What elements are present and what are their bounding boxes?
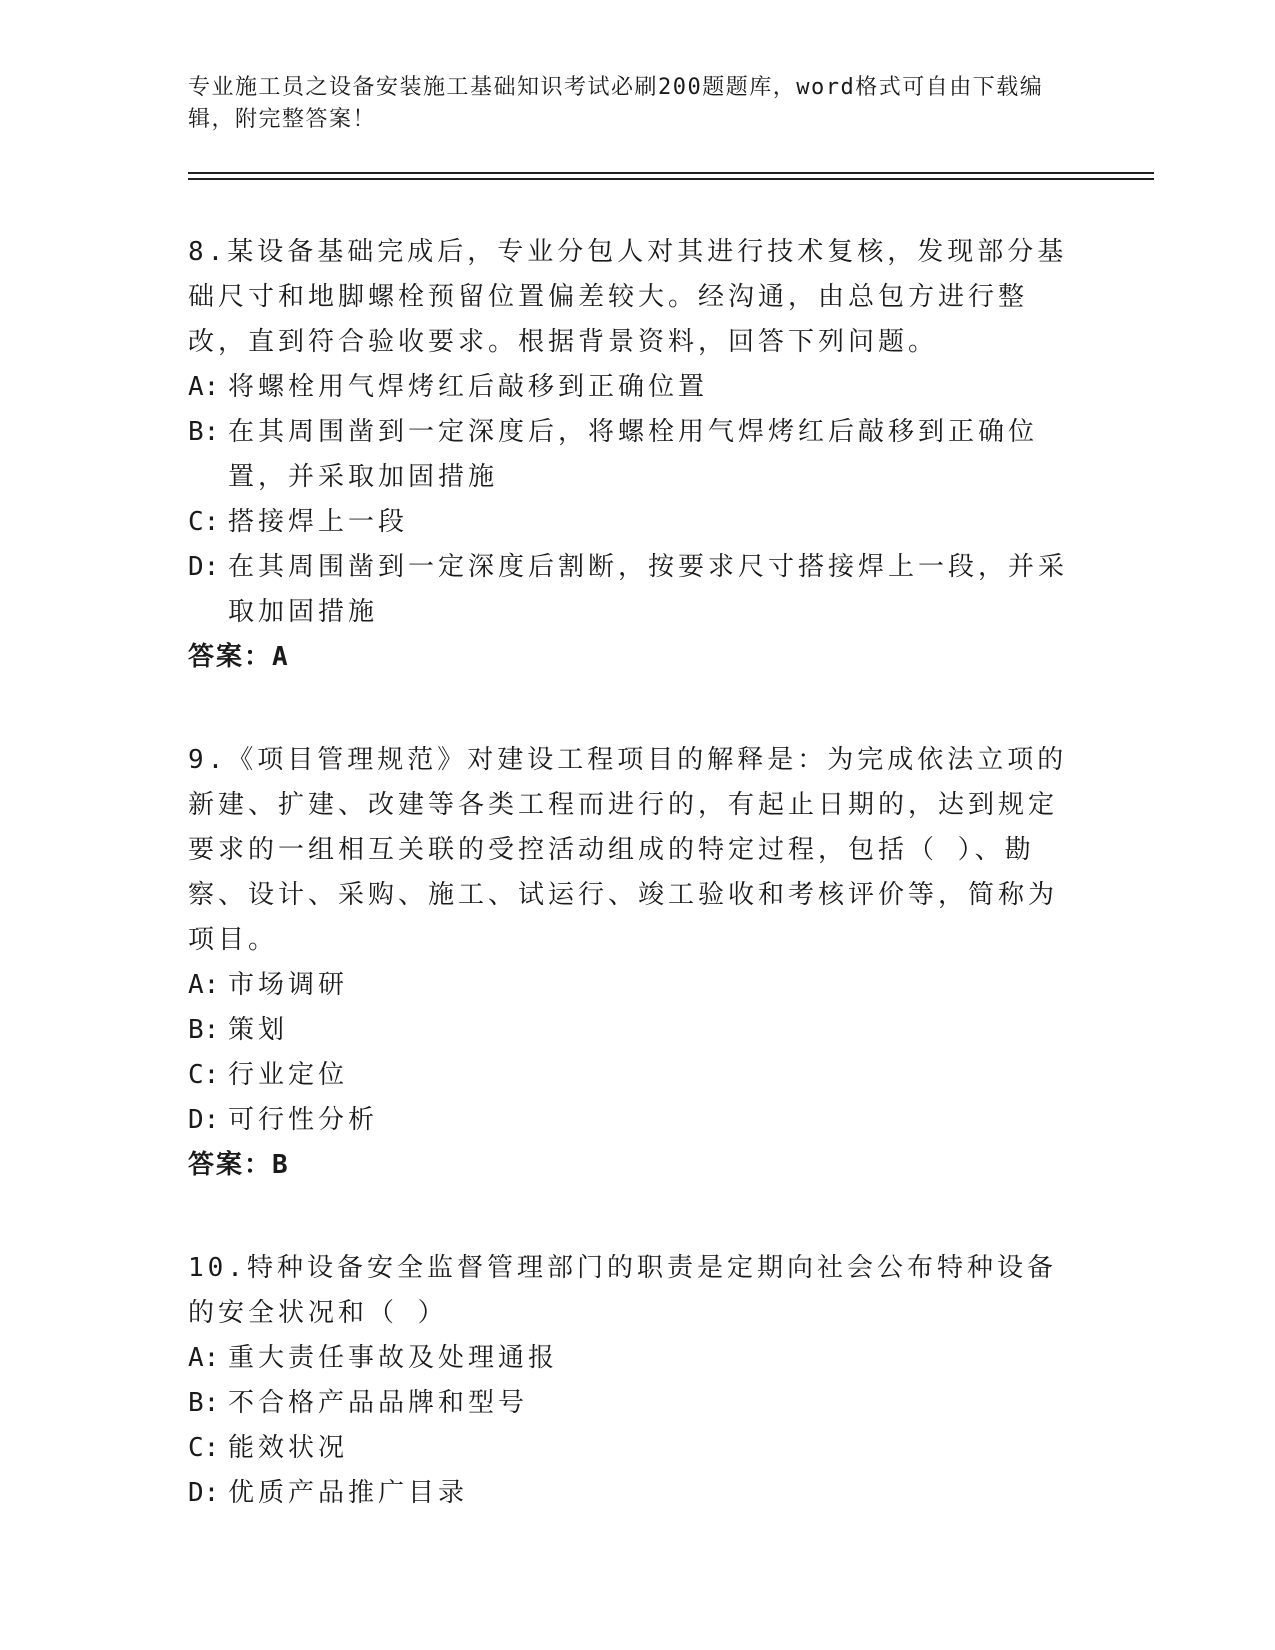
option-d [188,1471,1078,1516]
option-text: 搭接焊上一段 [228,507,409,537]
option-text: 行业定位 [228,1060,349,1090]
option-text: 将螺栓用气焊烤红后敲移到正确位置 [228,372,709,402]
question-9 [188,738,1078,1188]
option-text: 在其周围凿到一定深度后割断，按要求尺寸搭接焊上一段，并采取加固措施 [228,552,1069,627]
answer-line: 答案：B [188,1150,290,1180]
question-stem: 10.特种设备安全监督管理部门的职责是定期向社会公布特种设备的安全状况和（ ） [188,1253,1057,1328]
option-b [188,410,1078,500]
option-b [188,1008,1078,1053]
option-letter: C: [188,1060,220,1090]
option-c [188,500,1078,545]
option-letter: D: [188,1478,220,1508]
header-divider-top [188,172,1154,174]
option-letter: B: [188,1388,220,1418]
option-letter: B: [188,417,220,447]
question-stem: 8.某设备基础完成后，专业分包人对其进行技术复核，发现部分基础尺寸和地脚螺栓预留位置偏差较大。经沟通，由总包方进行整改，直到符合验收要求。根据背景资料，回答下列问题。 [188,237,1068,357]
option-a [188,963,1078,1008]
answer-line: 答案：A [188,642,290,672]
option-text: 策划 [228,1015,289,1045]
header-divider-bottom [188,178,1154,180]
option-b [188,1381,1078,1426]
question-stem: 9.《项目管理规范》对建设工程项目的解释是：为完成依法立项的新建、扩建、改建等各类工程而进行的，有起止日期的，达到规定要求的一组相互关联的受控活动组成的特定过程，包括（ ）、勘察、设计、采购、施工、试运行、竣工验收和考核评价等，简称为项目。 [188,745,1068,955]
question-8 [188,230,1078,680]
option-letter: D: [188,1105,220,1135]
question-list [188,230,1078,1574]
option-text: 重大责任事故及处理通报 [228,1343,559,1373]
option-text: 市场调研 [228,970,349,1000]
document-title: 专业施工员之设备安装施工基础知识考试必刷200题题库，word格式可自由下载编辑，附完整答案！ [188,75,1044,132]
option-letter: A: [188,1343,220,1373]
option-letter: A: [188,970,220,1000]
option-text: 在其周围凿到一定深度后，将螺栓用气焊烤红后敲移到正确位置，并采取加固措施 [228,417,1039,492]
option-text: 优质产品推广目录 [228,1478,469,1508]
question-10 [188,1246,1078,1516]
option-a [188,1336,1078,1381]
option-text: 可行性分析 [228,1105,379,1135]
option-d [188,545,1078,635]
option-c [188,1426,1078,1471]
option-c [188,1053,1078,1098]
document-header [188,72,1088,136]
option-text: 能效状况 [228,1433,349,1463]
option-letter: B: [188,1015,220,1045]
option-letter: C: [188,507,220,537]
option-letter: D: [188,552,220,582]
option-d [188,1098,1078,1143]
option-letter: C: [188,1433,220,1463]
option-text: 不合格产品品牌和型号 [228,1388,529,1418]
option-a [188,365,1078,410]
option-letter: A: [188,372,220,402]
